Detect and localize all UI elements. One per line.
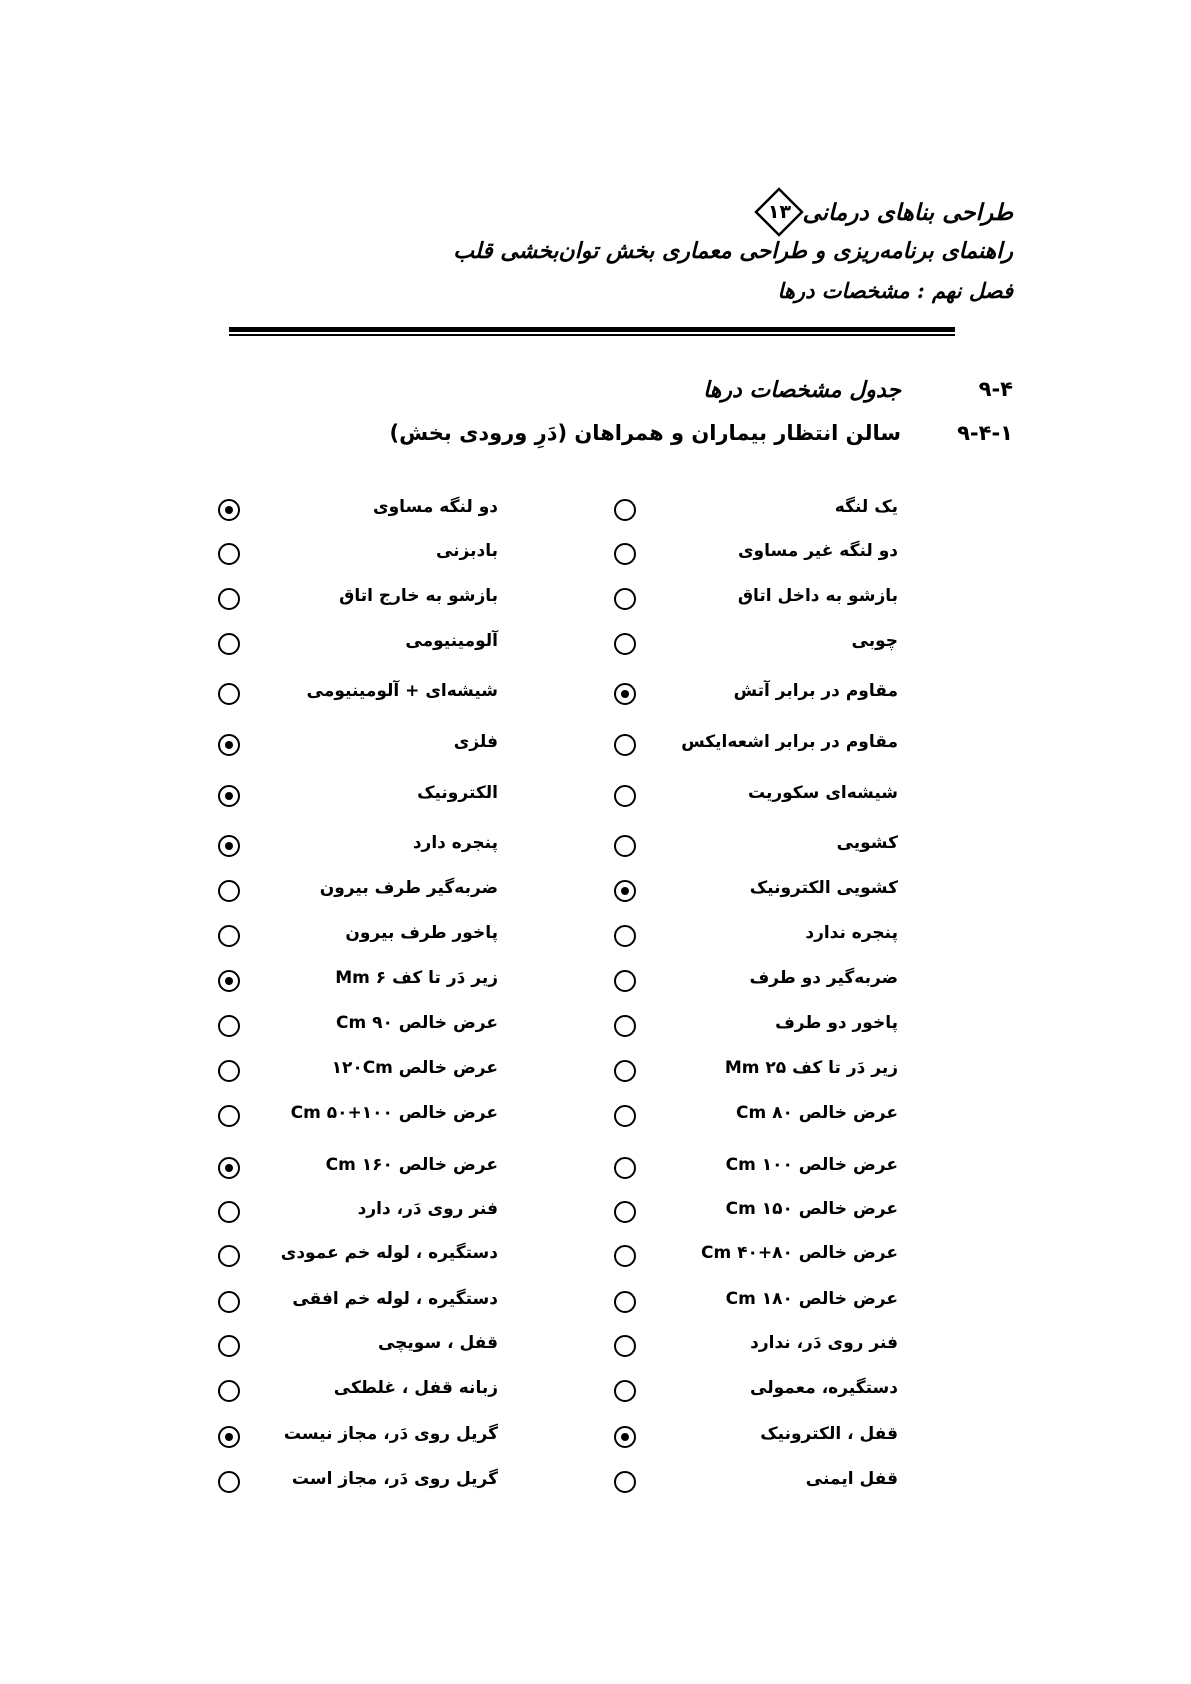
chapter-number: ۱۳ bbox=[767, 201, 792, 223]
header-divider-thick bbox=[229, 327, 955, 332]
option-right-radio[interactable] bbox=[614, 1380, 636, 1402]
option-right-radio[interactable] bbox=[614, 1426, 636, 1448]
option-left-radio[interactable] bbox=[218, 1335, 240, 1357]
option-right-label: پاخور دو طرف bbox=[775, 1013, 898, 1033]
option-left-label: دستگیره ، لوله خم عمودی bbox=[280, 1243, 498, 1263]
option-left-radio[interactable] bbox=[218, 543, 240, 565]
option-right-label: بازشو به داخل اتاق bbox=[737, 586, 898, 606]
option-left-label: آلومینیومی bbox=[405, 631, 498, 651]
option-right-radio[interactable] bbox=[614, 588, 636, 610]
option-right-label: فنر روی دَر، ندارد bbox=[750, 1333, 898, 1353]
option-right-label: عرض خالص Cm ۱۵۰ bbox=[725, 1199, 898, 1219]
section-title: جدول مشخصات درها bbox=[703, 377, 901, 403]
option-right-radio[interactable] bbox=[614, 1060, 636, 1082]
option-right-label: قفل ، الکترونیک bbox=[760, 1424, 898, 1444]
option-left-radio[interactable] bbox=[218, 1471, 240, 1493]
option-right-label: قفل ایمنی bbox=[805, 1469, 898, 1489]
option-right-radio[interactable] bbox=[614, 785, 636, 807]
book-title bbox=[754, 187, 1013, 237]
option-left-radio[interactable] bbox=[218, 785, 240, 807]
option-right-radio[interactable] bbox=[614, 1245, 636, 1267]
option-left-radio[interactable] bbox=[218, 1105, 240, 1127]
option-right-radio[interactable] bbox=[614, 1015, 636, 1037]
option-left-radio[interactable] bbox=[218, 835, 240, 857]
option-left-label: ضربه‌گیر طرف بیرون bbox=[319, 878, 498, 898]
option-right-label: مقاوم در برابر آتش bbox=[733, 681, 898, 701]
option-right-radio[interactable] bbox=[614, 835, 636, 857]
option-left-radio[interactable] bbox=[218, 1291, 240, 1313]
option-left-radio[interactable] bbox=[218, 925, 240, 947]
option-left-label: پنجره دارد bbox=[412, 833, 498, 853]
option-left-label: شیشه‌ای + آلومینیومی bbox=[306, 681, 498, 701]
option-left-label: زبانه قفل ، غلطکی bbox=[333, 1378, 498, 1398]
option-left-label: عرض خالص Cm ۹۰ bbox=[336, 1013, 498, 1033]
option-left-radio[interactable] bbox=[218, 1060, 240, 1082]
option-left-radio[interactable] bbox=[218, 683, 240, 705]
option-right-radio[interactable] bbox=[614, 1157, 636, 1179]
option-left-radio[interactable] bbox=[218, 970, 240, 992]
option-right-label: عرض خالص Cm ۴۰+۸۰ bbox=[701, 1243, 898, 1263]
option-left-radio[interactable] bbox=[218, 1157, 240, 1179]
option-left-radio[interactable] bbox=[218, 1426, 240, 1448]
option-right-label: دستگیره، معمولی bbox=[750, 1378, 898, 1398]
option-left-label: الکترونیک bbox=[417, 783, 498, 803]
option-right-label: چوبی bbox=[851, 631, 898, 651]
option-right-label: پنجره ندارد bbox=[805, 923, 898, 943]
option-left-radio[interactable] bbox=[218, 588, 240, 610]
option-right-label: عرض خالص Cm ۸۰ bbox=[736, 1103, 898, 1123]
option-right-radio[interactable] bbox=[614, 734, 636, 756]
option-right-label: عرض خالص Cm ۱۰۰ bbox=[725, 1155, 898, 1175]
option-right-label: زیر دَر تا کف Mm ۲۵ bbox=[724, 1058, 898, 1078]
option-right-radio[interactable] bbox=[614, 633, 636, 655]
option-left-label: قفل ، سویچی bbox=[377, 1333, 498, 1353]
option-left-radio[interactable] bbox=[218, 633, 240, 655]
option-left-label: بادبزنی bbox=[435, 541, 498, 561]
option-left-radio[interactable] bbox=[218, 499, 240, 521]
option-right-radio[interactable] bbox=[614, 1105, 636, 1127]
option-right-radio[interactable] bbox=[614, 1471, 636, 1493]
option-left-radio[interactable] bbox=[218, 1201, 240, 1223]
option-right-radio[interactable] bbox=[614, 970, 636, 992]
option-right-label: کشویی bbox=[836, 833, 898, 853]
option-left-label: دو لنگه مساوی bbox=[372, 497, 498, 517]
option-right-label: ضربه‌گیر دو طرف bbox=[749, 968, 898, 988]
option-right-label: مقاوم در برابر اشعه‌ایکس bbox=[681, 732, 898, 752]
option-right-radio[interactable] bbox=[614, 1201, 636, 1223]
option-left-radio[interactable] bbox=[218, 880, 240, 902]
option-left-label: عرض خالص ۱۲۰Cm bbox=[331, 1058, 498, 1078]
option-right-radio[interactable] bbox=[614, 1335, 636, 1357]
chapter-number-badge bbox=[754, 187, 804, 237]
option-left-label: عرض خالص Cm ۱۶۰ bbox=[325, 1155, 498, 1175]
option-left-label: زیر دَر تا کف Mm ۶ bbox=[335, 968, 498, 988]
book-subtitle: راهنمای برنامه‌ریزی و طراحی معماری بخش توان‌بخشی قلب bbox=[453, 238, 1013, 264]
option-right-label: شیشه‌ای سکوریت bbox=[747, 783, 898, 803]
subsection-number: ۹-۴-۱ bbox=[957, 421, 1013, 445]
option-right-radio[interactable] bbox=[614, 683, 636, 705]
option-left-radio[interactable] bbox=[218, 734, 240, 756]
option-left-radio[interactable] bbox=[218, 1380, 240, 1402]
option-left-label: عرض خالص Cm ۵۰+۱۰۰ bbox=[290, 1103, 498, 1123]
option-right-radio[interactable] bbox=[614, 543, 636, 565]
option-right-radio[interactable] bbox=[614, 1291, 636, 1313]
option-right-radio[interactable] bbox=[614, 499, 636, 521]
option-left-label: فلزی bbox=[453, 732, 498, 752]
option-left-label: بازشو به خارج اتاق bbox=[339, 586, 498, 606]
option-left-label: فنر روی دَر، دارد bbox=[357, 1199, 498, 1219]
option-right-label: دو لنگه غیر مساوی bbox=[737, 541, 898, 561]
option-left-label: پاخور طرف بیرون bbox=[345, 923, 498, 943]
subsection-title: سالن انتظار بیماران و همراهان (دَرِ ورودی بخش) bbox=[389, 421, 901, 445]
option-right-label: یک لنگه bbox=[834, 497, 898, 517]
header-divider-thin bbox=[229, 334, 955, 336]
book-title-text: طراحی بناهای درمانی bbox=[802, 198, 1013, 226]
option-right-label: کشویی الکترونیک bbox=[749, 878, 898, 898]
option-right-radio[interactable] bbox=[614, 880, 636, 902]
option-left-label: گریل روی دَر، مجاز است bbox=[291, 1469, 498, 1489]
option-right-label: عرض خالص Cm ۱۸۰ bbox=[725, 1289, 898, 1309]
option-right-radio[interactable] bbox=[614, 925, 636, 947]
chapter-title: فصل نهم : مشخصات درها bbox=[777, 278, 1013, 303]
option-left-label: دستگیره ، لوله خم افقی bbox=[292, 1289, 498, 1309]
section-number: ۹-۴ bbox=[978, 377, 1013, 401]
option-left-label: گریل روی دَر، مجاز نیست bbox=[283, 1424, 498, 1444]
option-left-radio[interactable] bbox=[218, 1245, 240, 1267]
option-left-radio[interactable] bbox=[218, 1015, 240, 1037]
